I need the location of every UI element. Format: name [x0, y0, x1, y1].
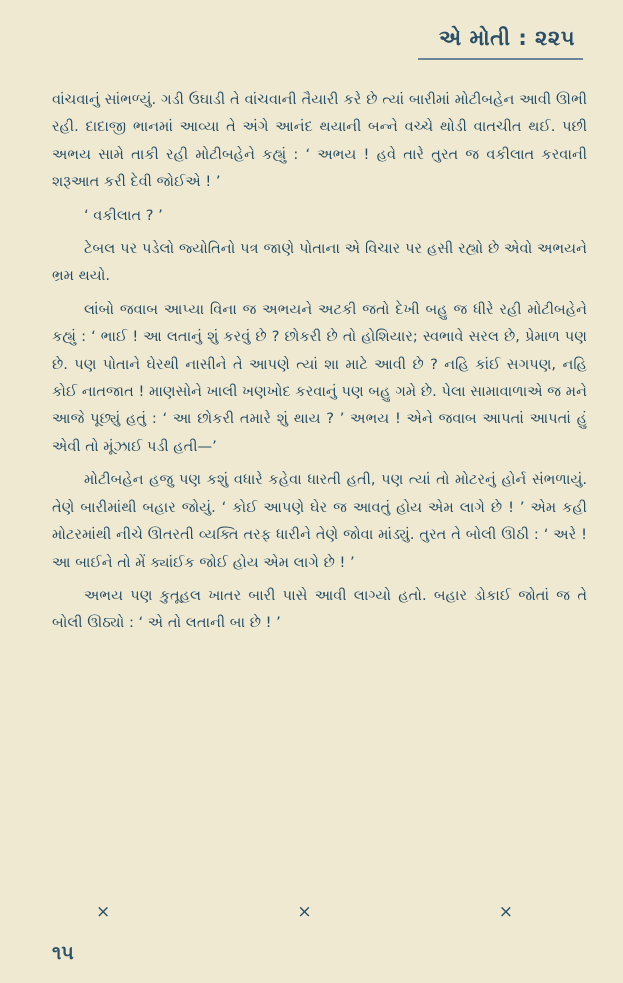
separator-mark: × — [297, 902, 312, 922]
paragraph-3: ટેબલ પર પડેલો જ્યોતિનો પત્ર જાણે પોતાના એ વિચાર પર હસી રહ્યો છે એવો અભયને ભ્રમ થયો. — [52, 240, 587, 285]
paragraph-2: ‘ વકીલાત ? ’ — [84, 206, 163, 224]
running-head: એ મોતી : ૨૨૫ — [439, 26, 575, 50]
section-separator — [96, 902, 513, 922]
paragraph-1: વાંચવાનું સાંભળ્યું. ગડી ઉઘાડી તે વાંચવાની તૈયારી કરે છે ત્યાં બારીમાં મોટીબહેન આવી ઊભી રહી. દાદાજી ભાનમાં આવ્યા તે અંગે આનંદ થયાની બન્ને વચ્ચે થોડી વાતચીત થઈ. પછી અભય સામે તાકી રહી મોટીબહેને કહ્યું : ‘ અભય ! હવે તારે તુરત જ વકીલાત કરવાની શરૂઆત કરી દેવી જોઈએ ! ’ — [52, 91, 587, 191]
separator-mark: × — [96, 902, 111, 922]
paragraph-5: મોટીબહેન હજુ પણ કશું વધારે કહેવા ધારતી હતી, પણ ત્યાં તો મોટરનું હોર્ન સંભળાયું. તેણે બારીમાંથી બહાર જોયું. ‘ કોઈ આપણે ઘેર જ આવતું હોય એમ લાગે છે ! ’ એમ કહી મોટરમાંથી નીચે ઊતરતી વ્યક્તિ તરફ ધારીને તેણે જોવા માંડ્યું. તુરત તે બોલી ઊઠી : ‘ અરે ! આ બાઈને તો મેં ક્યાંઈક જોઈ હોય એમ લાગે છે ! ’ — [52, 471, 587, 571]
page-folio: ૧૫ — [52, 942, 74, 964]
header-rule — [418, 58, 583, 60]
paragraph-4: લાંબો જવાબ આપ્યા વિના જ અભયને અટકી જતો દેખી બહુ જ ધીરે રહી મોટીબહેને કહ્યું : ‘ ભાઈ ! આ લતાનું શું કરવું છે ? છોકરી છે તો હોશિયાર; સ્વભાવે સરલ છે, પ્રેમાળ પણ છે. પણ પોતાને ઘેરથી નાસીને તે આપણે ત્યાં શા માટે આવી છે ? નહિ કાંઈ સગપણ, નહિ કોઈ નાતજાત ! માણસોને ખાલી ખણખોદ કરવાનું પણ બહુ ગમે છે. પેલા સામાવાળાએ જ મને આજે પૂછ્યું હતું : ‘ આ છોકરી તમારે શું થાય ? ’ અભય ! એને જવાબ આપતાં આપતાં હું એવી તો મૂંઝાઈ પડી હતી—’ — [52, 300, 587, 455]
paragraph-6: અભય પણ કુતૂહલ ખાતર બારી પાસે આવી લાગ્યો હતો. બહાર ડોકાઈ જોતાં જ તે બોલી ઊઠ્યો : ‘ એ તો લતાની બા છે ! ’ — [52, 586, 587, 632]
body-text — [52, 86, 587, 643]
separator-mark: × — [498, 902, 513, 922]
